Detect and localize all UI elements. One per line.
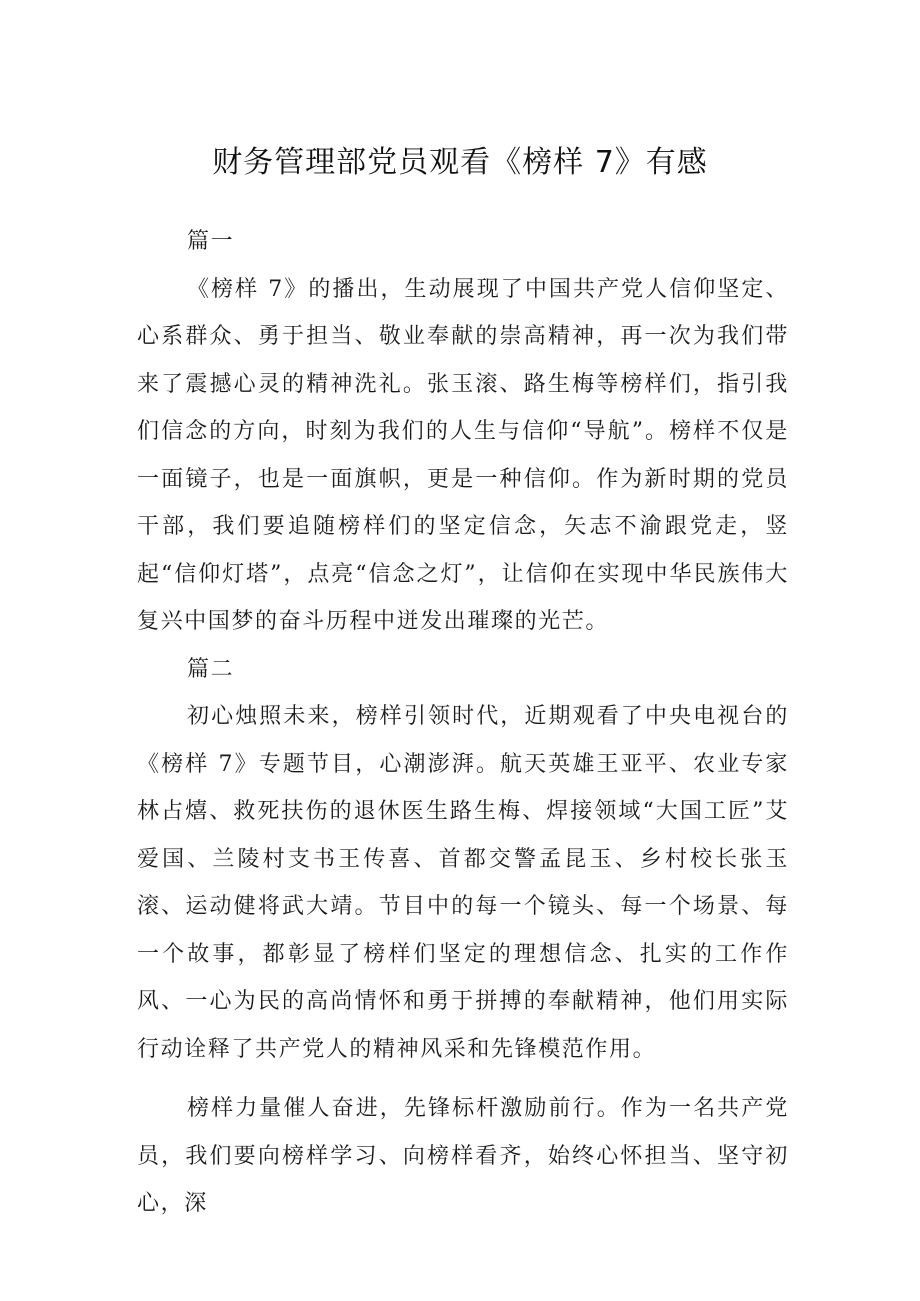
section-1 — [137, 218, 789, 646]
paragraph: 初心烛照未来，榜样引领时代，近期观看了中央电视台的《榜样 7》专题节目，心潮澎湃。航天英雄王亚平、农业专家林占熺、救死扶伤的退休医生路生梅、焊接领域“大国工匠”艾爱国、兰陵村支书王传喜、首都交警孟昆玉、乡村校长张玉滚、运动健将武大靖。节目中的每一个镜头、每一个场景、每一个故事，都彰显了榜样们坚定的理想信念、扎实的工作作风、一心为民的高尚情怀和勇于拼搏的奉献精神，他们用实际行动诠释了共产党人的精神风采和先锋模范作用。 — [137, 704, 789, 1062]
paragraph: 榜样力量催人奋进，先锋标杆激励前行。作为一名共产党员，我们要向榜样学习、向榜样看齐，始终心怀担当、坚守初心，深 — [137, 1096, 789, 1216]
section-2 — [137, 646, 789, 1228]
paragraph: 《榜样 7》的播出，生动展现了中国共产党人信仰坚定、心系群众、勇于担当、敬业奉献的崇高精神，再一次为我们带来了震撼心灵的精神洗礼。张玉滚、路生梅等榜样们，指引我们信念的方向，时刻为我们的人生与信仰“导航”。榜样不仅是一面镜子，也是一面旗帜，更是一种信仰。作为新时期的党员干部，我们要追随榜样们的坚定信念，矢志不渝跟党走，竖起“信仰灯塔”，点亮“信念之灯”，让信仰在实现中华民族伟大复兴中国梦的奋斗历程中迸发出璀璨的光芒。 — [137, 276, 789, 634]
section-heading: 篇一 — [187, 229, 235, 254]
section-heading: 篇二 — [187, 656, 235, 682]
document-title: 财务管理部党员观看《榜样 7》有感 — [212, 145, 708, 180]
document-body — [137, 218, 789, 1228]
